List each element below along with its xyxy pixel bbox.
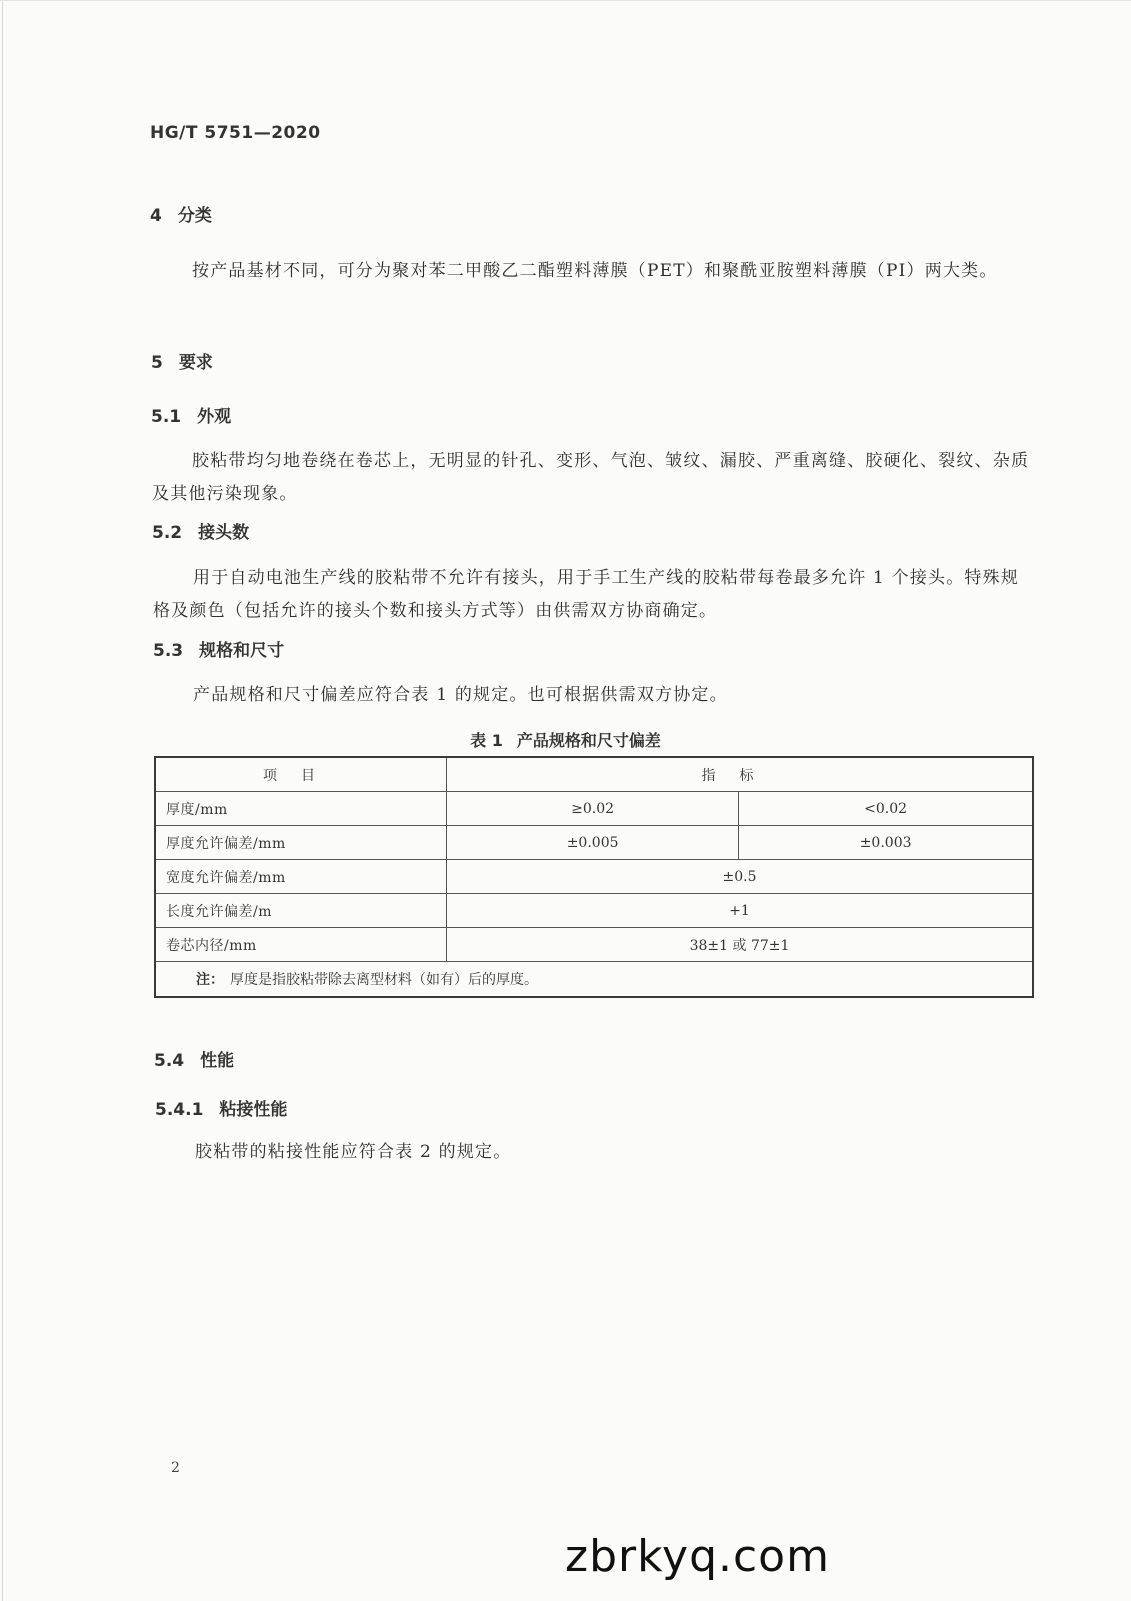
row-value-a: ≥0.02 (447, 792, 739, 826)
section-5-2-text: 用于自动电池生产线的胶粘带不允许有接头，用于手工生产线的胶粘带每卷最多允许 1 个接头。特殊规格及颜色（包括允许的接头个数和接头方式等）由供需双方协商确定。 (153, 568, 1020, 621)
section-number: 4 (150, 206, 162, 226)
standard-code: HG/T 5751—2020 (150, 123, 321, 143)
section-number: 5.3 (153, 641, 184, 661)
section-number: 5.4 (154, 1051, 185, 1071)
section-4-text: 按产品基材不同，可分为聚对苯二甲酸乙二酯塑料薄膜（PET）和聚酰亚胺塑料薄膜（PI）两大类。 (192, 261, 998, 281)
row-value-b: <0.02 (739, 792, 1033, 826)
table-row (155, 792, 1033, 826)
section-title: 分类 (177, 206, 212, 226)
table-note (155, 962, 1033, 998)
row-value: +1 (447, 894, 1034, 928)
row-value: 38±1 或 77±1 (447, 928, 1034, 962)
table-caption-number: 表 1 (470, 731, 503, 750)
table-row (155, 928, 1033, 962)
section-title: 要求 (178, 353, 213, 373)
watermark: zbrkyq.com (565, 1531, 830, 1582)
section-title: 粘接性能 (219, 1100, 288, 1120)
row-value: ±0.5 (447, 860, 1034, 894)
table-1-caption (0, 728, 1131, 751)
section-5-3-text: 产品规格和尺寸偏差应符合表 1 的规定。也可根据供需双方协定。 (193, 685, 728, 705)
row-value-a: ±0.005 (447, 826, 739, 860)
section-5-heading (151, 348, 213, 373)
header-index: 指标 (447, 757, 1034, 792)
section-4-heading (150, 201, 212, 226)
table-row (155, 860, 1033, 894)
row-label: 厚度允许偏差/mm (155, 826, 447, 860)
row-label: 长度允许偏差/m (155, 894, 447, 928)
section-title: 接头数 (198, 523, 250, 543)
table-1 (154, 756, 1034, 998)
section-5-2-heading (152, 518, 249, 543)
row-label: 卷芯内径/mm (155, 928, 447, 962)
section-number: 5 (151, 353, 163, 373)
section-number: 5.1 (151, 407, 182, 427)
section-5-1-heading (151, 402, 231, 427)
section-5-3-heading (153, 636, 284, 661)
note-text: 厚度是指胶粘带除去离型材料（如有）后的厚度。 (230, 972, 538, 988)
section-title: 外观 (197, 407, 232, 427)
row-label: 宽度允许偏差/mm (155, 860, 447, 894)
table-row (155, 826, 1033, 860)
section-title: 性能 (200, 1051, 235, 1071)
row-label: 厚度/mm (155, 792, 447, 826)
scan-edge (2, 1, 3, 1601)
section-number: 5.2 (152, 523, 183, 543)
section-5-4-heading (154, 1046, 234, 1071)
table-header-row (155, 757, 1033, 792)
table-caption-title: 产品规格和尺寸偏差 (516, 731, 661, 750)
table-row (155, 894, 1033, 928)
section-5-1-text: 胶粘带均匀地卷绕在卷芯上，无明显的针孔、变形、气泡、皱纹、漏胶、严重离缝、胶硬化、裂纹、杂质及其他污染现象。 (152, 451, 1030, 504)
section-5-4-1-text: 胶粘带的粘接性能应符合表 2 的规定。 (195, 1142, 512, 1162)
page-number: 2 (171, 1460, 180, 1476)
table-note-row (155, 962, 1033, 998)
row-value-b: ±0.003 (739, 826, 1033, 860)
header-item: 项目 (155, 757, 447, 792)
section-number: 5.4.1 (155, 1100, 204, 1120)
section-5-4-1-heading (155, 1095, 287, 1120)
note-label: 注： (196, 972, 224, 988)
section-title: 规格和尺寸 (199, 641, 285, 661)
